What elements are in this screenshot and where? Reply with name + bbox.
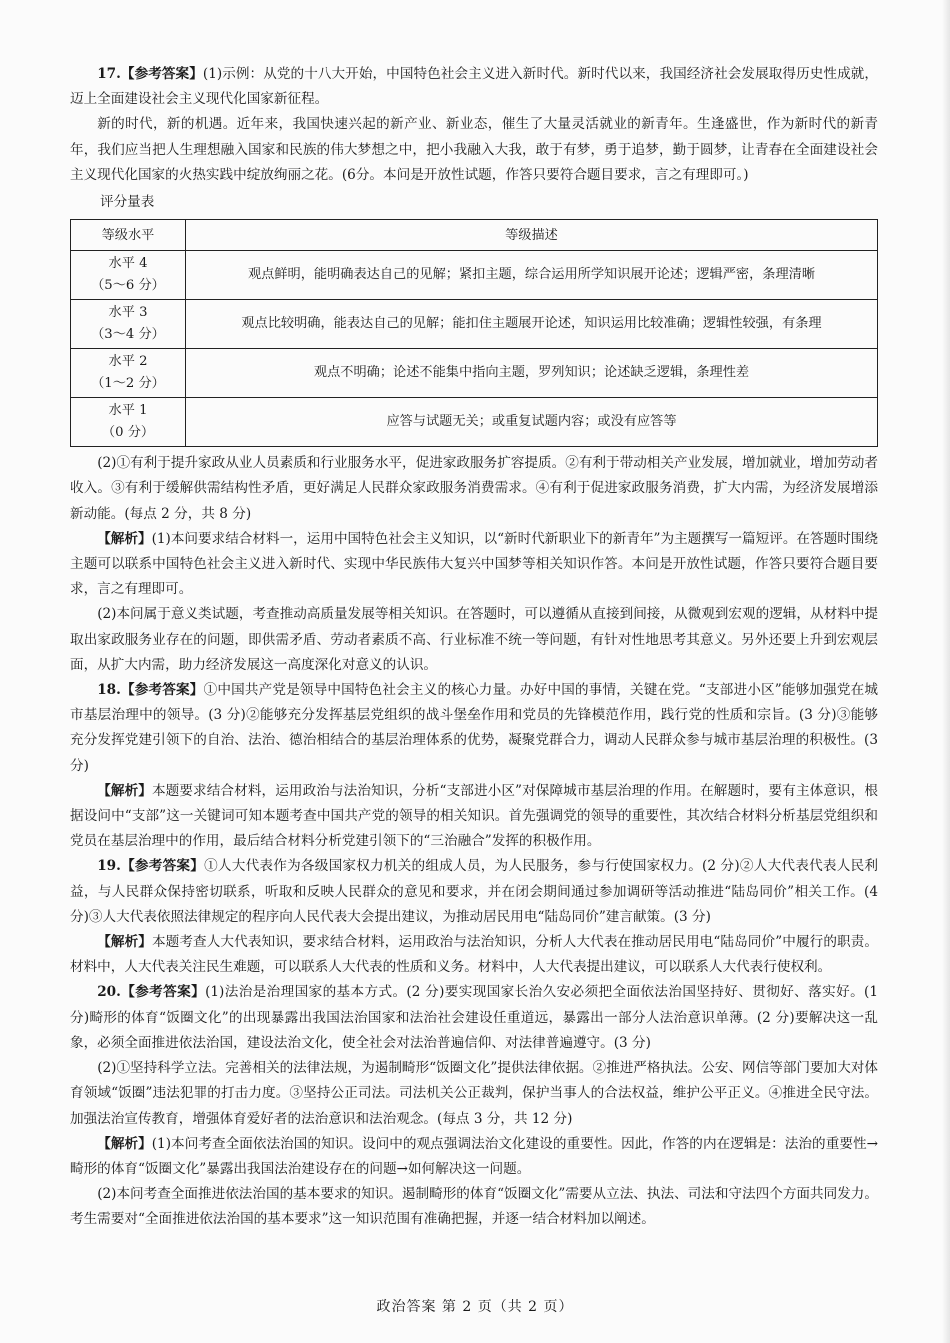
q20-analysis-head: 【解析】 [97, 1135, 152, 1152]
rubric-level-cell [71, 349, 186, 398]
q17-p1-text: (1)示例：从党的十八大开始，中国特色社会主义进入新时代。新时代以来，我国经济社会发展取得历史性成就，迈上全面建设社会主义现代化国家新征程。 [70, 66, 878, 108]
q19-analysis-head: 【解析】 [97, 934, 152, 951]
rubric-header-desc: 等级描述 [186, 220, 878, 251]
q18-answer [70, 678, 878, 779]
q17-answer-p1 [70, 62, 878, 112]
q18-answer-text: ①中国共产党是领导中国特色社会主义的核心力量。办好中国的事情，关键在党。“支部进小区”能够加强党在城市基层治理中的领导。(3 分)②能够充分发挥基层党组织的战斗堡垒作用和党员的先锋模范作用，践行党的性质和宗旨。(3 分)③能够充分发挥党建引领下的自治、法治、德治相结合的基层治理体系的优势，凝聚党群合力，调动人民群众参与城市基层治理的积极性。(3 分) [70, 682, 878, 774]
q20-answer-p2: (2)①坚持科学立法。完善相关的法律法规，为遏制畸形“饭圈文化”提供法律依据。②推进严格执法。公安、网信等部门要加大对体育领域“饭圈”违法犯罪的打击力度。③坚持公正司法。司法机关公正裁判，保护当事人的合法权益，维护公平正义。④推进全民守法。加强法治宣传教育，增强体育爱好者的法治意识和法治观念。(每点 3 分，共 12 分) [70, 1060, 878, 1127]
rubric-header-level: 等级水平 [71, 220, 186, 251]
page-edge-shadow [942, 0, 950, 1343]
q17-head: 17.【参考答案】 [97, 66, 203, 82]
rubric-level: 水平 1 [108, 403, 148, 419]
rubric-row [71, 398, 878, 447]
page-footer: 政治答案 第 2 页（共 2 页） [376, 1299, 574, 1315]
rubric-desc: 应答与试题无关；或重复试题内容；或没有应答等 [186, 398, 878, 447]
rubric-desc: 观点鲜明，能明确表达自己的见解；紧扣主题，综合运用所学知识展开论述；逻辑严密，条理清晰 [186, 251, 878, 300]
q18-analysis-text: 本题要求结合材料，运用政治与法治知识，分析“支部进小区”对保障城市基层治理的作用。在解题时，要有主体意识，根据设问中“支部”这一关键词可知本题考查中国共产党的领导的相关知识。首先强调党的领导的重要性，其次结合材料分析基层党组织和党员在基层治理中的作用，最后结合材料分析党建引领下的“三治融合”发挥的积极作用。 [70, 782, 878, 850]
q19-answer-text: ①人大代表作为各级国家权力机关的组成人员，为人民服务，参与行使国家权力。(2 分)②人大代表代表人民利益，与人民群众保持密切联系，听取和反映人民群众的意见和要求，并在闭会期间通过参加调研等活动推进“陆岛同价”相关工作。(4 分)③人大代表依照法律规定的程序向人民代表大会提出建议，为推动居民用电“陆岛同价”建言献策。(3 分) [70, 858, 878, 925]
q19-analysis-text: 本题考查人大代表知识，要求结合材料，运用政治与法治知识，分析人大代表在推动居民用电“陆岛同价”中履行的职责。材料中，人大代表关注民生难题，可以联系人大代表的性质和义务。材料中，人大代表提出建议，可以联系人大代表行使权利。 [70, 934, 878, 976]
rubric-score: （5～6 分） [91, 278, 165, 294]
q17-analysis-head: 【解析】 [97, 530, 152, 547]
rubric-level-cell [71, 398, 186, 447]
rubric-desc: 观点比较明确，能表达自己的见解；能扣住主题展开论述，知识运用比较准确；逻辑性较强，有条理 [186, 300, 878, 349]
q17-analysis-1-text: (1)本问要求结合材料一，运用中国特色社会主义知识，以“新时代新职业下的新青年”为主题撰写一篇短评。在答题时围绕主题可以联系中国特色社会主义进入新时代、实现中华民族伟大复兴中国梦等相关知识作答。本问是开放性试题，作答只要符合题目要求，言之有理即可。 [70, 530, 878, 598]
q20-analysis-1-text: (1)本问考查全面依法治国的知识。设问中的观点强调法治文化建设的重要性。因此，作答的内在逻辑是：法治的重要性→畸形的体育“饭圈文化”暴露出我国法治建设存在的问题→如何解决这一问题。 [70, 1135, 878, 1177]
q19-head: 19.【参考答案】 [97, 858, 205, 875]
q18-analysis-head: 【解析】 [97, 782, 152, 799]
q20-head: 20.【参考答案】 [97, 984, 206, 1001]
rubric-level: 水平 4 [108, 256, 148, 272]
q20-answer-p1 [70, 980, 878, 1056]
rubric-desc: 观点不明确；论述不能集中指向主题，罗列知识；论述缺乏逻辑，条理性差 [186, 349, 878, 398]
rubric-score: （3～4 分） [91, 327, 165, 343]
rubric-level: 水平 2 [108, 354, 148, 370]
q18-analysis [70, 779, 878, 855]
rubric-table [70, 219, 878, 447]
q17-analysis-2: (2)本问属于意义类试题，考查推动高质量发展等相关知识。在答题时，可以遵循从直接到间接，从微观到宏观的逻辑，从材料中提取出家政服务业存在的问题，即供需矛盾、劳动者素质不高、行业标准不统一等问题，有针对性地思考其意义。另外还要上升到宏观层面，从扩大内需，助力经济发展这一高度深化对意义的认识。 [70, 606, 878, 673]
rubric-caption: 评分量表 [100, 194, 155, 211]
rubric-level-cell [71, 300, 186, 349]
rubric-score: （0 分） [101, 425, 155, 441]
rubric-score: （1～2 分） [91, 376, 165, 392]
q20-analysis-1 [70, 1132, 878, 1182]
q17-answer-p2: 新的时代，新的机遇。近年来，我国快速兴起的新产业、新业态，催生了大量灵活就业的新青年。生逢盛世，作为新时代的新青年，我们应当把人生理想融入国家和民族的伟大梦想之中，把小我融入大我，敢于有梦，勇于追梦，勤于圆梦，让青春在全面建设社会主义现代化国家的火热实践中绽放绚丽之花。(6分。本问是开放性试题，作答只要符合题目要求，言之有理即可。) [70, 116, 878, 183]
q19-analysis [70, 930, 878, 980]
rubric-header-row [71, 220, 878, 251]
rubric-row [71, 251, 878, 300]
q17-analysis-1 [70, 527, 878, 603]
q20-analysis-2: (2)本问考查全面推进依法治国的基本要求的知识。遏制畸形的体育“饭圈文化”需要从立法、执法、司法和守法四个方面共同发力。考生需要对“全面推进依法治国的基本要求”这一知识范围有准确把握，并逐一结合材料加以阐述。 [70, 1186, 878, 1228]
rubric-level-cell [71, 251, 186, 300]
q17-answer-p3: (2)①有利于提升家政从业人员素质和行业服务水平，促进家政服务扩容提质。②有利于带动相关产业发展，增加就业，增加劳动者收入。③有利于缓解供需结构性矛盾，更好满足人民群众家政服务消费需求。④有利于促进家政服务消费，扩大内需，为经济发展增添新动能。(每点 2 分，共 8 分) [70, 455, 878, 522]
rubric-row [71, 349, 878, 398]
q20-p1-text: (1)法治是治理国家的基本方式。(2 分)要实现国家长治久安必须把全面依法治国坚持好、贯彻好、落实好。(1 分)畸形的体育“饭圈文化”的出现暴露出我国法治国家和法治社会建设任重道远，暴露出一部分人法治意识单薄。(2 分)要解决这一乱象，必须全面推进依法治国，建设法治文化，使全社会对法治普遍信仰、对法律普遍遵守。(3 分) [70, 984, 879, 1051]
q18-head: 18.【参考答案】 [97, 682, 204, 699]
rubric-row [71, 300, 878, 349]
q19-answer [70, 854, 878, 930]
rubric-level: 水平 3 [108, 305, 148, 321]
